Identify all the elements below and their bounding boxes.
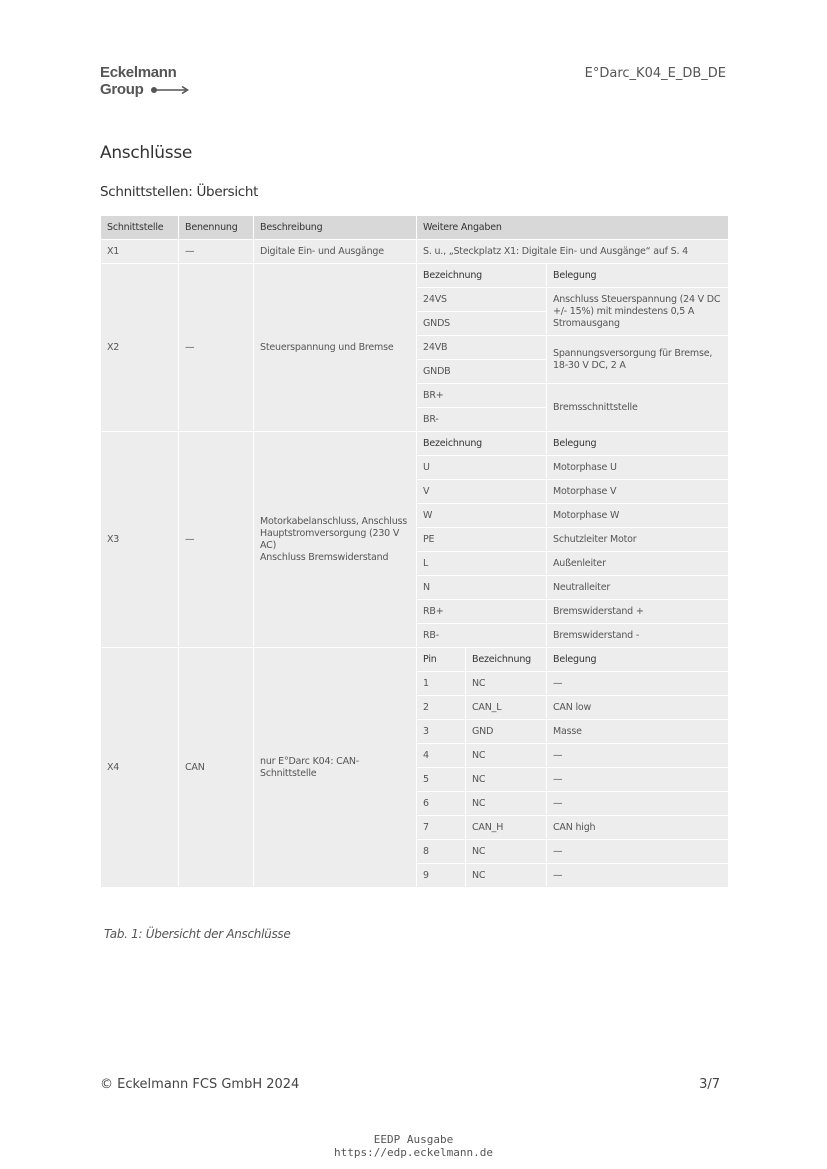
stamp-line1: EEDP Ausgabe <box>373 1133 454 1146</box>
edp-stamp <box>0 1133 827 1159</box>
interface-id: X4 <box>101 648 179 888</box>
signal-label: RB- <box>417 624 547 648</box>
page-number: 3/7 <box>699 1077 720 1092</box>
signal-label: NC <box>466 768 547 792</box>
signal-label: NC <box>466 672 547 696</box>
logo-arrow-icon <box>150 85 190 95</box>
table-row <box>101 648 729 672</box>
sub-header-cell: Belegung <box>547 432 729 456</box>
signal-value: — <box>547 768 729 792</box>
signal-label: NC <box>466 792 547 816</box>
interface-desc-line1: Motorkabelanschluss, Anschluss Hauptstromversorgung (230 V AC) <box>260 515 408 551</box>
header-cell: Schnittstelle <box>101 216 179 240</box>
interface-desc-line2: Anschluss Bremswiderstand <box>260 551 389 563</box>
interface-desc <box>254 432 417 648</box>
interface-name: — <box>179 264 254 432</box>
signal-value: Anschluss Steuerspannung (24 V DC +/- 15%) mit mindestens 0,5 A Stromausgang <box>547 288 729 336</box>
sub-header-cell: Belegung <box>547 648 729 672</box>
table-header-row <box>101 216 729 240</box>
logo-text-line1: Eckelmann <box>100 64 177 81</box>
company-logo <box>100 64 190 98</box>
pin-number: 4 <box>417 744 466 768</box>
signal-label: RB+ <box>417 600 547 624</box>
table-row <box>101 432 729 456</box>
signal-value: — <box>547 792 729 816</box>
interface-name: CAN <box>179 648 254 888</box>
signal-value: Motorphase U <box>547 456 729 480</box>
sub-header-cell: Bezeichnung <box>466 648 547 672</box>
signal-label: CAN_L <box>466 696 547 720</box>
signal-value: Bremsschnittstelle <box>547 384 729 432</box>
interface-desc: Steuerspannung und Bremse <box>254 264 417 432</box>
signal-label: NC <box>466 864 547 888</box>
pin-number: 5 <box>417 768 466 792</box>
logo-text-line2: Group <box>100 81 144 98</box>
signal-value: Bremswiderstand + <box>547 600 729 624</box>
signal-value: — <box>547 840 729 864</box>
stamp-line2: https://edp.eckelmann.de <box>334 1146 493 1159</box>
signal-label: GNDS <box>417 312 547 336</box>
pin-number: 9 <box>417 864 466 888</box>
interface-desc: nur E°Darc K04: CAN-Schnittstelle <box>254 648 417 888</box>
signal-value: Spannungsversorgung für Bremse, 18-30 V DC, 2 A <box>547 336 729 384</box>
sub-header-cell: Belegung <box>547 264 729 288</box>
interface-id: X3 <box>101 432 179 648</box>
header-cell: Beschreibung <box>254 216 417 240</box>
signal-value: Außenleiter <box>547 552 729 576</box>
subsection-title: Schnittstellen: Übersicht <box>100 184 259 200</box>
sub-header-cell: Pin <box>417 648 466 672</box>
signal-label: NC <box>466 840 547 864</box>
pin-number: 2 <box>417 696 466 720</box>
signal-value: Masse <box>547 720 729 744</box>
signal-label: CAN_H <box>466 816 547 840</box>
pin-number: 6 <box>417 792 466 816</box>
pin-number: 1 <box>417 672 466 696</box>
sub-header-cell: Bezeichnung <box>417 432 547 456</box>
signal-label: GND <box>466 720 547 744</box>
signal-value: CAN low <box>547 696 729 720</box>
signal-label: W <box>417 504 547 528</box>
interface-id: X1 <box>101 240 179 264</box>
signal-label: V <box>417 480 547 504</box>
signal-value: — <box>547 672 729 696</box>
signal-value: — <box>547 744 729 768</box>
interface-desc: Digitale Ein- und Ausgänge <box>254 240 417 264</box>
signal-value: Neutralleiter <box>547 576 729 600</box>
table-row <box>101 240 729 264</box>
signal-value: Motorphase W <box>547 504 729 528</box>
signal-value: Motorphase V <box>547 480 729 504</box>
table-caption: Tab. 1: Übersicht der Anschlüsse <box>104 927 291 941</box>
signal-value: Schutzleiter Motor <box>547 528 729 552</box>
table-row <box>101 264 729 288</box>
signal-label: 24VB <box>417 336 547 360</box>
signal-label: N <box>417 576 547 600</box>
signal-label: L <box>417 552 547 576</box>
footer-copyright: © Eckelmann FCS GmbH 2024 <box>100 1077 300 1092</box>
signal-value: — <box>547 864 729 888</box>
document-id: E°Darc_K04_E_DB_DE <box>584 66 726 81</box>
signal-label: U <box>417 456 547 480</box>
interface-info: S. u., „Steckplatz X1: Digitale Ein- und Ausgänge“ auf S. 4 <box>417 240 729 264</box>
signal-value: Bremswiderstand - <box>547 624 729 648</box>
signal-label: BR- <box>417 408 547 432</box>
signal-label: BR+ <box>417 384 547 408</box>
interface-id: X2 <box>101 264 179 432</box>
pin-number: 7 <box>417 816 466 840</box>
interface-name: — <box>179 432 254 648</box>
pin-number: 3 <box>417 720 466 744</box>
sub-header-cell: Bezeichnung <box>417 264 547 288</box>
header-cell: Benennung <box>179 216 254 240</box>
signal-label: 24VS <box>417 288 547 312</box>
signal-label: GNDB <box>417 360 547 384</box>
signal-label: NC <box>466 744 547 768</box>
signal-label: PE <box>417 528 547 552</box>
interfaces-table <box>100 215 729 888</box>
signal-value: CAN high <box>547 816 729 840</box>
pin-number: 8 <box>417 840 466 864</box>
interface-name: — <box>179 240 254 264</box>
header-cell: Weitere Angaben <box>417 216 729 240</box>
section-title: Anschlüsse <box>100 143 193 163</box>
